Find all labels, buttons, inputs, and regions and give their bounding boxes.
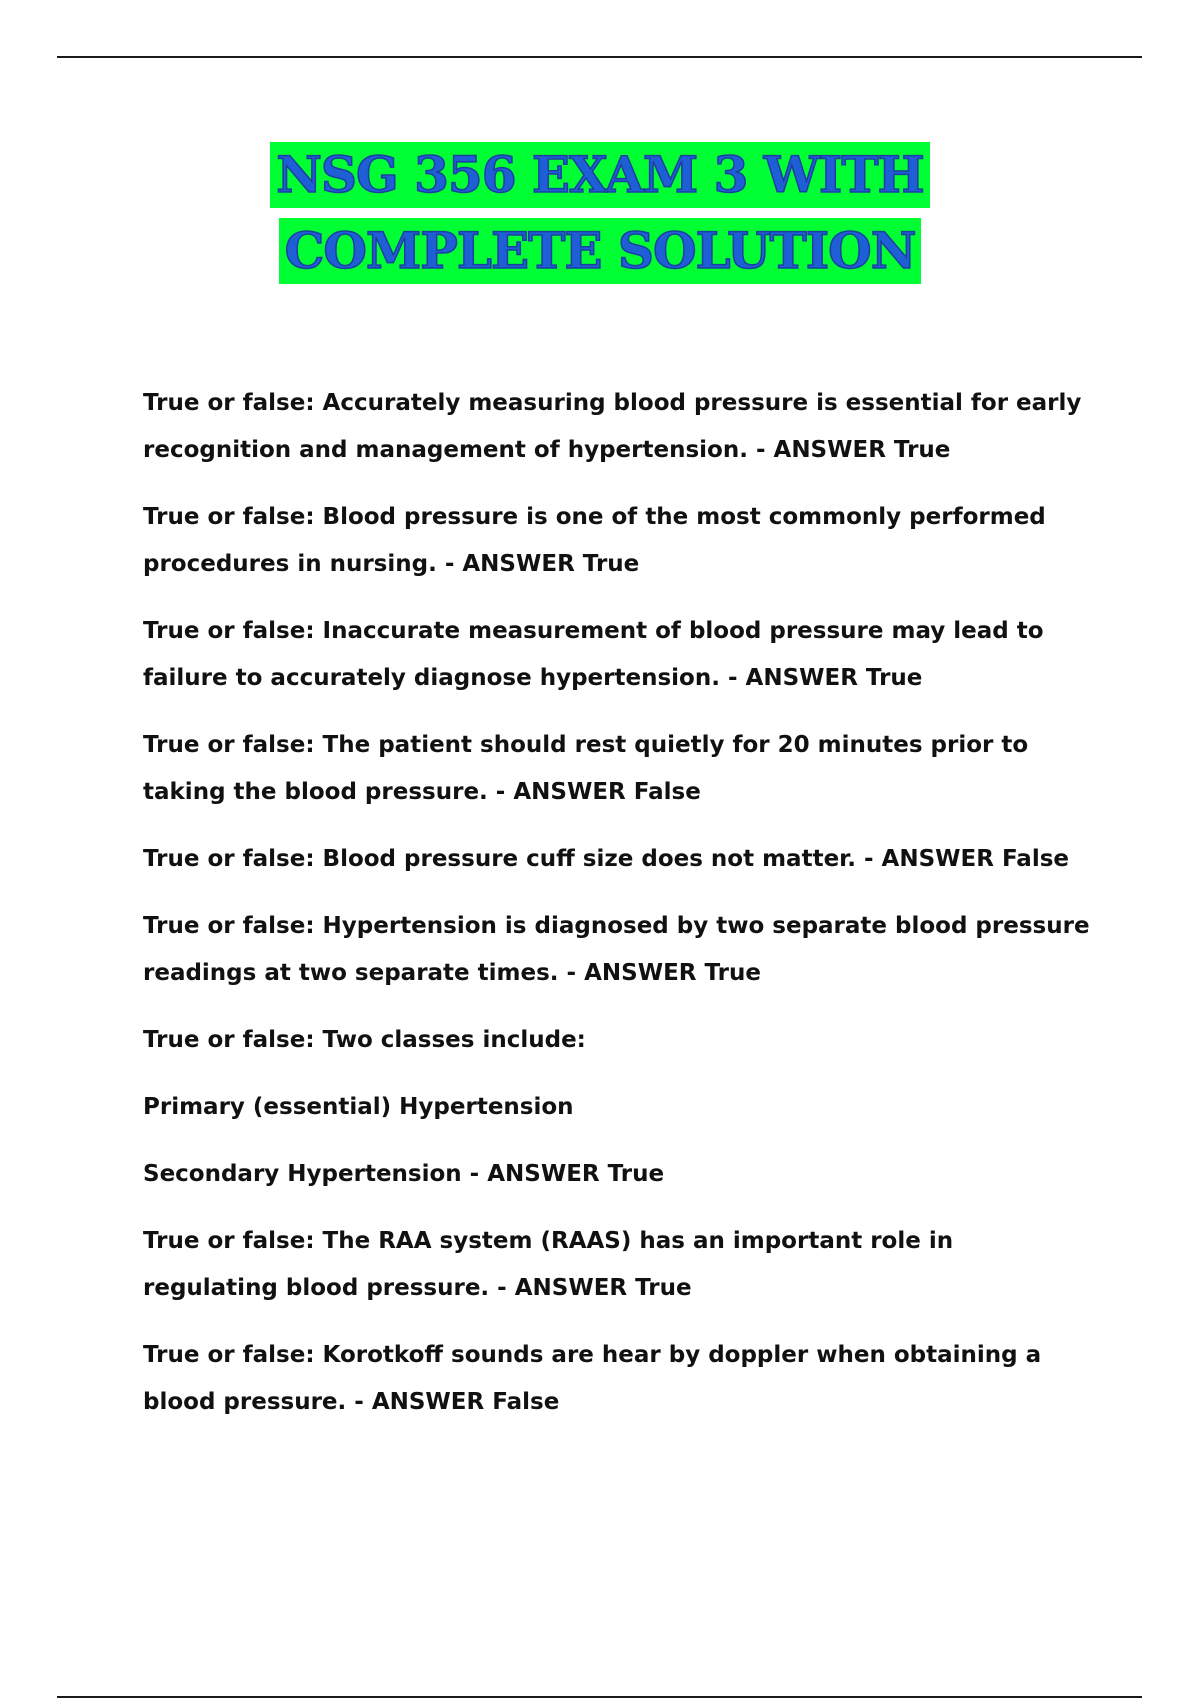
answer-option-line: Primary (essential) Hypertension bbox=[143, 1094, 574, 1120]
question-paragraph: True or false: Accurately measuring blood pressure is essential for early recognition and management of hypertension. - ANSWER True bbox=[143, 390, 1082, 463]
question-paragraph: True or false: The RAA system (RAAS) has an important role in regulating blood pressure. - ANSWER True bbox=[143, 1228, 954, 1301]
question-paragraph: True or false: Korotkoff sounds are hear by doppler when obtaining a blood pressure. - ANSWER False bbox=[143, 1342, 1042, 1415]
title-line-2: COMPLETE SOLUTION bbox=[279, 218, 922, 284]
top-divider bbox=[57, 56, 1142, 58]
bottom-divider bbox=[57, 1696, 1142, 1698]
question-paragraph: True or false: The patient should rest quietly for 20 minutes prior to taking the blood pressure. - ANSWER False bbox=[143, 732, 1029, 805]
question-paragraph: True or false: Two classes include: bbox=[143, 1027, 586, 1053]
title-line-1: NSG 356 EXAM 3 WITH bbox=[270, 142, 930, 208]
document-body bbox=[143, 380, 1093, 1446]
question-paragraph: True or false: Inaccurate measurement of blood pressure may lead to failure to accurately diagnose hypertension. - ANSWER True bbox=[143, 618, 1044, 691]
answer-option-line: Secondary Hypertension - ANSWER True bbox=[143, 1161, 665, 1187]
question-paragraph: True or false: Hypertension is diagnosed by two separate blood pressure readings at two separate times. - ANSWER True bbox=[143, 913, 1090, 986]
question-paragraph: True or false: Blood pressure is one of the most commonly performed procedures in nursing. - ANSWER True bbox=[143, 504, 1046, 577]
document-title bbox=[0, 142, 1200, 284]
question-paragraph: True or false: Blood pressure cuff size does not matter. - ANSWER False bbox=[143, 846, 1069, 872]
